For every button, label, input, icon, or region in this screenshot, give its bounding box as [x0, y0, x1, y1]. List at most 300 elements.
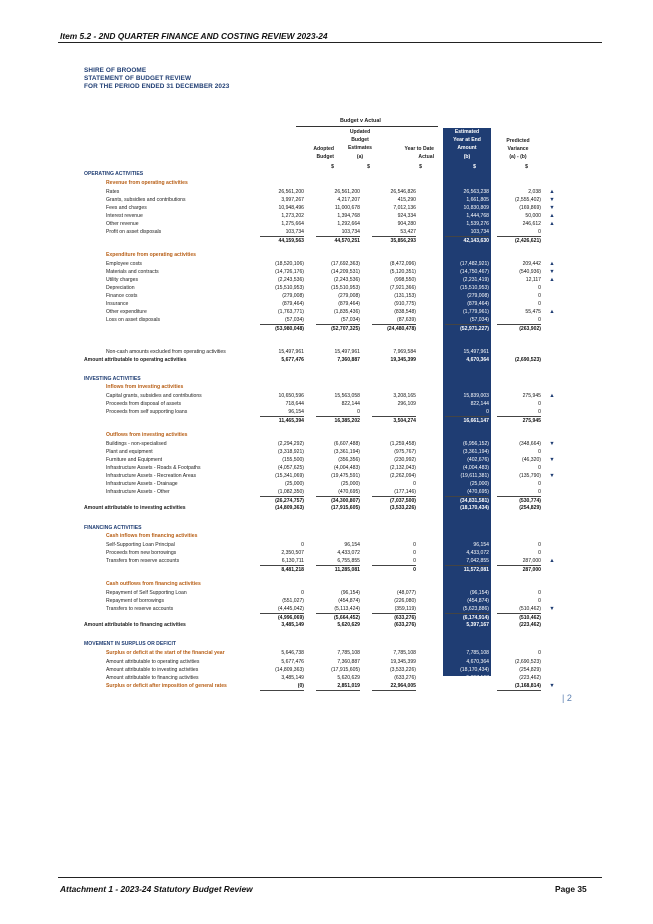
ytd-actual-cell: (177,146)	[394, 489, 416, 495]
updated-budget-cell: (57,034)	[341, 317, 360, 323]
estimated-year-end-cell: 96,154	[473, 542, 489, 548]
row-label: Repayment of borrowings	[106, 598, 165, 604]
predicted-variance-cell: (2,426,621)	[497, 236, 541, 245]
row-label: Repayment of Self Supporting Loan	[106, 590, 187, 596]
variance-up-arrow-icon: ▲	[549, 309, 555, 315]
row-label: Plant and equipment	[106, 449, 153, 455]
ytd-actual-cell: 0	[413, 550, 416, 556]
predicted-variance-cell: 275,945	[497, 416, 541, 425]
table-row	[0, 440, 653, 448]
adopted-budget-cell: (15,341,069)	[275, 473, 304, 479]
subtotal-row	[0, 496, 653, 504]
adopted-budget-cell: 3,997,267	[281, 197, 304, 203]
row-label: Surplus or deficit at the start of the financial year	[106, 650, 225, 656]
predicted-variance-cell: (2,690,523)	[514, 357, 541, 363]
predicted-variance-cell: (2,690,523)	[514, 659, 541, 665]
adopted-budget-cell: 3,485,149	[281, 622, 304, 628]
header-divider	[58, 42, 602, 43]
ytd-actual-cell: 904,280	[397, 221, 416, 227]
ytd-actual-cell: 0	[372, 565, 416, 574]
currency-ytd: $	[419, 164, 422, 170]
subsection-heading-row	[0, 251, 653, 259]
updated-budget-cell: 44,570,251	[316, 236, 360, 245]
predicted-variance-cell: (254,829)	[519, 505, 541, 511]
estimated-year-end-cell: (2,231,419)	[462, 277, 489, 283]
row-label: Cash inflows from financing activities	[106, 533, 198, 539]
row-label: Amount attributable to financing activities	[106, 675, 199, 681]
table-row	[0, 212, 653, 220]
predicted-variance-cell: 0	[538, 650, 541, 656]
updated-budget-cell: 16,385,202	[316, 416, 360, 425]
estimated-year-end-cell: (1,779,961)	[462, 309, 489, 315]
table-row	[0, 268, 653, 276]
statement-title-line3: FOR THE PERIOD ENDED 31 DECEMBER 2023	[84, 83, 230, 90]
adopted-budget-cell: 5,646,738	[281, 650, 304, 656]
adopted-budget-cell: (14,809,363)	[275, 667, 304, 673]
updated-budget-cell: 96,154	[344, 542, 360, 548]
ytd-actual-cell: (998,550)	[394, 277, 416, 283]
row-label: Furniture and Equipment	[106, 457, 163, 463]
updated-budget-cell: (3,361,194)	[333, 449, 360, 455]
row-label: Materials and contracts	[106, 269, 159, 275]
adopted-budget-cell: (14,809,363)	[275, 505, 304, 511]
estimated-year-end-cell: (18,170,434)	[460, 505, 489, 511]
adopted-budget-cell: 6,130,711	[281, 558, 304, 564]
table-row	[0, 504, 653, 512]
estimated-year-end-cell: 7,042,855	[466, 558, 489, 564]
updated-budget-cell: (879,464)	[338, 301, 360, 307]
predicted-variance-cell: 0	[538, 449, 541, 455]
predicted-variance-cell: 287,000	[522, 558, 541, 564]
subtotal-row	[0, 324, 653, 332]
ytd-actual-cell: 415,290	[397, 197, 416, 203]
adopted-budget-cell: 103,734	[285, 229, 304, 235]
section-heading-row	[0, 640, 653, 648]
ytd-actual-cell: (230,992)	[394, 457, 416, 463]
estimated-year-end-cell: (6,174,914)	[445, 613, 489, 622]
updated-budget-cell: 7,360,887	[337, 357, 360, 363]
adopted-budget-cell: (4,996,069)	[260, 613, 304, 622]
predicted-variance-cell: (510,462)	[519, 606, 541, 612]
variance-down-arrow-icon: ▼	[549, 441, 555, 447]
updated-budget-cell: (15,510,953)	[331, 285, 360, 291]
row-label: Profit on asset disposals	[106, 229, 162, 235]
adopted-budget-cell: (1,763,771)	[277, 309, 304, 315]
variance-up-arrow-icon: ▲	[549, 277, 555, 283]
row-label: Finance costs	[106, 293, 138, 299]
ytd-actual-cell: (1,259,458)	[389, 441, 416, 447]
ytd-actual-cell: 7,012,136	[393, 205, 416, 211]
updated-budget-cell: (14,209,531)	[331, 269, 360, 275]
estimated-year-end-cell: 1,444,768	[466, 213, 489, 219]
row-label: Infrastructure Assets - Recreation Areas	[106, 473, 197, 479]
ytd-actual-cell: 26,546,826	[390, 189, 416, 195]
ytd-actual-cell: (131,153)	[394, 293, 416, 299]
table-row	[0, 682, 653, 690]
ytd-actual-cell: 19,345,399	[390, 659, 416, 665]
estimated-year-end-cell: (18,170,434)	[460, 667, 489, 673]
predicted-variance-cell: 55,475	[525, 309, 541, 315]
table-row	[0, 348, 653, 356]
row-label: Infrastructure Assets - Other	[106, 489, 170, 495]
estimated-year-end-cell: 5,397,167	[466, 622, 489, 628]
table-row	[0, 674, 653, 682]
predicted-variance-cell: (223,462)	[519, 622, 541, 628]
adopted-budget-cell: 1,275,664	[281, 221, 304, 227]
adopted-budget-cell: 15,497,961	[278, 349, 304, 355]
updated-budget-cell: 103,734	[341, 229, 360, 235]
ytd-actual-cell: (910,775)	[394, 301, 416, 307]
footer-page-number: Page 35	[555, 884, 587, 894]
row-label: Amount attributable to operating activities	[106, 659, 200, 665]
adopted-budget-cell: (551,027)	[282, 598, 304, 604]
ytd-actual-cell: 7,785,108	[393, 650, 416, 656]
predicted-variance-cell: 12,117	[525, 277, 541, 283]
estimated-year-end-cell: 1,539,276	[466, 221, 489, 227]
estimated-year-end-cell: (15,510,953)	[460, 285, 489, 291]
row-label: Transfers to reserve accounts	[106, 606, 174, 612]
estimated-year-end-cell: 15,497,961	[463, 349, 489, 355]
row-label: Other revenue	[106, 221, 139, 227]
predicted-variance-cell: 275,945	[522, 393, 541, 399]
table-row	[0, 204, 653, 212]
subsection-heading-row	[0, 383, 653, 391]
section-heading-row	[0, 524, 653, 532]
col-header-ytd: Year to Date Actual	[404, 146, 434, 161]
estimated-year-end-cell: 4,670,364	[466, 357, 489, 363]
predicted-variance-cell: (254,829)	[519, 667, 541, 673]
adopted-budget-cell: (0)	[260, 682, 304, 691]
section-heading-row	[0, 170, 653, 178]
predicted-variance-cell: (135,790)	[519, 473, 541, 479]
adopted-budget-cell: 3,485,149	[281, 675, 304, 681]
estimated-year-end-cell: (96,154)	[470, 590, 489, 596]
table-row	[0, 284, 653, 292]
row-label: Proceeds from self supporting loans	[106, 409, 188, 415]
ytd-actual-cell: 0	[413, 481, 416, 487]
adopted-budget-cell: 2,350,507	[281, 550, 304, 556]
updated-budget-cell: 6,755,855	[337, 558, 360, 564]
adopted-budget-cell: (14,726,176)	[275, 269, 304, 275]
table-row	[0, 196, 653, 204]
row-label: Non-cash amounts excluded from operating activities	[106, 349, 226, 355]
predicted-variance-cell: 0	[538, 301, 541, 307]
table-row	[0, 228, 653, 236]
ytd-actual-cell: 35,856,293	[372, 236, 416, 245]
updated-budget-cell: (19,475,591)	[331, 473, 360, 479]
estimated-year-end-cell: (19,611,381)	[460, 473, 489, 479]
row-label: Self-Supporting Loan Principal	[106, 542, 175, 548]
estimated-year-end-cell: 0	[486, 409, 489, 415]
row-label: Expenditure from operating activities	[106, 252, 197, 258]
adopted-budget-cell: 0	[301, 542, 304, 548]
adopted-budget-cell: (3,318,921)	[277, 449, 304, 455]
estimated-year-end-cell: 10,830,809	[463, 205, 489, 211]
estimated-year-end-cell: 11,572,081	[445, 565, 489, 574]
predicted-variance-cell: 0	[538, 409, 541, 415]
table-row	[0, 472, 653, 480]
ytd-actual-cell: 53,427	[400, 229, 416, 235]
predicted-variance-cell: 0	[538, 293, 541, 299]
adopted-budget-cell: (1,082,350)	[277, 489, 304, 495]
updated-budget-cell: 11,000,678	[334, 205, 360, 211]
ytd-actual-cell: (5,120,351)	[389, 269, 416, 275]
estimated-year-end-cell: 4,670,364	[466, 659, 489, 665]
ytd-actual-cell: (87,639)	[397, 317, 416, 323]
col-header-updated: Updated Budget Estimates (a)	[347, 129, 373, 160]
table-row	[0, 649, 653, 657]
adopted-budget-cell: (25,000)	[285, 481, 304, 487]
estimated-year-end-cell: (4,004,483)	[462, 465, 489, 471]
table-row	[0, 549, 653, 557]
updated-budget-cell: (52,707,325)	[316, 324, 360, 333]
updated-budget-cell: (5,664,452)	[316, 613, 360, 622]
table-row	[0, 464, 653, 472]
estimated-year-end-cell: 103,734	[470, 229, 489, 235]
ytd-actual-cell: (7,037,500)	[372, 496, 416, 505]
subsection-heading-row	[0, 179, 653, 187]
updated-budget-cell: 5,620,629	[337, 675, 360, 681]
ytd-actual-cell: (633,276)	[394, 675, 416, 681]
adopted-budget-cell: 718,644	[285, 401, 304, 407]
predicted-variance-cell: 287,000	[497, 565, 541, 574]
table-row	[0, 300, 653, 308]
subsection-heading-row	[0, 532, 653, 540]
adopted-budget-cell: 5,677,476	[281, 357, 304, 363]
adopted-budget-cell: 10,948,496	[278, 205, 304, 211]
adopted-budget-cell: (57,034)	[285, 317, 304, 323]
variance-down-arrow-icon: ▼	[549, 606, 555, 612]
footer-attachment-label: Attachment 1 - 2023-24 Statutory Budget Review	[60, 884, 253, 894]
row-label: INVESTING ACTIVITIES	[84, 376, 141, 382]
ytd-actual-cell: 296,109	[397, 401, 416, 407]
row-label: Amount attributable to investing activities	[84, 505, 186, 511]
adopted-budget-cell: (155,500)	[282, 457, 304, 463]
row-label: Amount attributable to operating activities	[84, 357, 187, 363]
table-row	[0, 408, 653, 416]
estimated-year-end-cell: 5,397,167	[466, 675, 489, 681]
updated-budget-cell: (2,243,536)	[333, 277, 360, 283]
variance-down-arrow-icon: ▼	[549, 205, 555, 211]
ytd-actual-cell: (2,262,094)	[389, 473, 416, 479]
row-label: Utility charges	[106, 277, 138, 283]
table-row	[0, 480, 653, 488]
updated-budget-cell: (4,004,483)	[333, 465, 360, 471]
predicted-variance-cell: (348,664)	[519, 441, 541, 447]
variance-up-arrow-icon: ▲	[549, 221, 555, 227]
col-header-estimated: Estimated Year at End Amount (b)	[453, 129, 481, 160]
row-label: Depreciation	[106, 285, 135, 291]
updated-budget-cell: 11,285,081	[316, 565, 360, 574]
predicted-variance-cell: 0	[538, 590, 541, 596]
ytd-actual-cell: (838,548)	[394, 309, 416, 315]
updated-budget-cell: 822,144	[341, 401, 360, 407]
updated-budget-cell: (34,300,807)	[316, 496, 360, 505]
row-label: FINANCING ACTIVITIES	[84, 525, 142, 531]
row-label: Amount attributable to financing activities	[84, 622, 186, 628]
table-row	[0, 456, 653, 464]
adopted-budget-cell: (279,008)	[282, 293, 304, 299]
statement-title-line1: SHIRE OF BROOME	[84, 67, 147, 74]
ytd-actual-cell: (3,533,226)	[389, 667, 416, 673]
table-row	[0, 621, 653, 629]
adopted-budget-cell: 96,154	[288, 409, 304, 415]
ytd-actual-cell: 3,208,165	[393, 393, 416, 399]
col-header-adopted: Adopted Budget	[313, 146, 334, 161]
updated-budget-cell: 15,497,961	[334, 349, 360, 355]
estimated-year-end-cell: 15,839,003	[463, 393, 489, 399]
predicted-variance-cell: 0	[538, 229, 541, 235]
row-label: Other expenditure	[106, 309, 147, 315]
estimated-year-end-cell: (17,482,921)	[460, 261, 489, 267]
estimated-year-end-cell: 7,785,108	[466, 650, 489, 656]
estimated-year-end-cell: 26,563,238	[463, 189, 489, 195]
predicted-variance-cell: 0	[538, 317, 541, 323]
budget-vs-actual-heading: Budget v Actual	[340, 118, 381, 124]
predicted-variance-cell: 0	[538, 550, 541, 556]
variance-up-arrow-icon: ▲	[549, 189, 555, 195]
updated-budget-cell: (17,915,605)	[331, 505, 360, 511]
updated-budget-cell: 7,785,108	[337, 650, 360, 656]
updated-budget-cell: (96,154)	[341, 590, 360, 596]
variance-up-arrow-icon: ▲	[549, 261, 555, 267]
variance-up-arrow-icon: ▲	[549, 213, 555, 219]
currency-estimated: $	[473, 164, 476, 170]
estimated-year-end-cell: (25,000)	[470, 481, 489, 487]
predicted-variance-cell: (223,462)	[519, 675, 541, 681]
row-label: Surplus or deficit after imposition of general rates	[106, 683, 227, 689]
row-label: OPERATING ACTIVITIES	[84, 171, 144, 177]
estimated-year-end-cell: 822,144	[470, 401, 489, 407]
variance-down-arrow-icon: ▼	[549, 457, 555, 463]
page-header-title: Item 5.2 - 2ND QUARTER FINANCE AND COSTING REVIEW 2023-24	[60, 31, 328, 41]
ytd-actual-cell: 924,334	[397, 213, 416, 219]
table-row	[0, 597, 653, 605]
predicted-variance-cell: 50,000	[525, 213, 541, 219]
row-label: Employee costs	[106, 261, 142, 267]
table-row	[0, 541, 653, 549]
row-label: Inflows from investing activities	[106, 384, 184, 390]
predicted-variance-cell: 0	[538, 465, 541, 471]
row-label: Buildings - non-specialised	[106, 441, 167, 447]
table-row	[0, 448, 653, 456]
predicted-variance-cell: 209,442	[522, 261, 541, 267]
ytd-actual-cell: (48,077)	[397, 590, 416, 596]
table-row	[0, 589, 653, 597]
page-marker: | 2	[562, 693, 572, 703]
subtotal-row	[0, 565, 653, 573]
updated-budget-cell: (279,008)	[338, 293, 360, 299]
predicted-variance-cell: (530,774)	[497, 496, 541, 505]
ytd-actual-cell: (633,276)	[372, 613, 416, 622]
row-label: Loss on asset disposals	[106, 317, 161, 323]
updated-budget-cell: 5,620,629	[337, 622, 360, 628]
row-label: Infrastructure Assets - Drainage	[106, 481, 178, 487]
table-row	[0, 488, 653, 496]
row-label: Transfers from reserve accounts	[106, 558, 180, 564]
ytd-actual-cell: 22,964,005	[372, 682, 416, 691]
table-row	[0, 605, 653, 613]
ytd-actual-cell: 7,969,584	[393, 349, 416, 355]
statement-title-line2: STATEMENT OF BUDGET REVIEW	[84, 75, 192, 82]
estimated-year-end-cell: (470,695)	[467, 489, 489, 495]
ytd-actual-cell: 19,345,399	[390, 357, 416, 363]
estimated-year-end-cell: (3,361,194)	[462, 449, 489, 455]
adopted-budget-cell: (4,445,042)	[277, 606, 304, 612]
updated-budget-cell: 1,292,664	[337, 221, 360, 227]
row-label: Cash outflows from financing activities	[106, 581, 201, 587]
subtotal-row	[0, 416, 653, 424]
predicted-variance-cell: 0	[538, 542, 541, 548]
predicted-variance-cell: (169,869)	[519, 205, 541, 211]
table-row	[0, 292, 653, 300]
adopted-budget-cell: (2,243,536)	[277, 277, 304, 283]
table-row	[0, 666, 653, 674]
updated-budget-cell: (6,607,488)	[333, 441, 360, 447]
updated-budget-cell: (470,695)	[338, 489, 360, 495]
predicted-variance-cell: 0	[538, 598, 541, 604]
adopted-budget-cell: 10,650,596	[278, 393, 304, 399]
estimated-year-end-cell: (57,034)	[470, 317, 489, 323]
predicted-variance-cell: (3,168,814)	[497, 682, 541, 691]
table-row	[0, 557, 653, 565]
adopted-budget-cell: 5,677,476	[281, 659, 304, 665]
ytd-actual-cell: (359,119)	[394, 606, 416, 612]
updated-budget-cell: 0	[357, 409, 360, 415]
subsection-heading-row	[0, 431, 653, 439]
adopted-budget-cell: (879,464)	[282, 301, 304, 307]
estimated-year-end-cell: 42,143,630	[445, 236, 489, 245]
table-row	[0, 392, 653, 400]
updated-budget-cell: (454,874)	[338, 598, 360, 604]
ytd-actual-cell: (8,472,096)	[389, 261, 416, 267]
estimated-year-end-cell: (52,971,227)	[445, 324, 489, 333]
updated-budget-cell: (1,835,436)	[333, 309, 360, 315]
ytd-actual-cell: 0	[413, 542, 416, 548]
adopted-budget-cell: (2,294,292)	[277, 441, 304, 447]
updated-budget-cell: (17,915,605)	[331, 667, 360, 673]
currency-adopted: $	[331, 164, 334, 170]
updated-budget-cell: (5,113,424)	[334, 606, 360, 612]
row-label: Interest revenue	[106, 213, 143, 219]
row-label: Amount attributable to investing activities	[106, 667, 199, 673]
estimated-year-end-cell: (402,676)	[467, 457, 489, 463]
estimated-year-end-cell: (317,795)	[467, 683, 489, 689]
updated-budget-cell: (17,692,363)	[331, 261, 360, 267]
variance-up-arrow-icon: ▲	[549, 393, 555, 399]
ytd-actual-cell: (7,921,366)	[389, 285, 416, 291]
predicted-variance-cell: (46,320)	[522, 457, 541, 463]
ytd-actual-cell: (633,276)	[394, 622, 416, 628]
budget-vs-actual-rule	[296, 126, 438, 127]
ytd-actual-cell: 0	[413, 558, 416, 564]
col-header-variance: Predicted Variance (a) - (b)	[506, 138, 530, 161]
ytd-actual-cell: (3,533,226)	[389, 505, 416, 511]
adopted-budget-cell: 0	[301, 590, 304, 596]
table-row	[0, 260, 653, 268]
updated-budget-cell: 26,561,200	[334, 189, 360, 195]
adopted-budget-cell: 11,465,394	[260, 416, 304, 425]
table-row	[0, 356, 653, 364]
row-label: Grants, subsidies and contributions	[106, 197, 186, 203]
adopted-budget-cell: 1,273,202	[281, 213, 304, 219]
row-label: Outflows from investing activities	[106, 432, 188, 438]
row-label: Proceeds from new borrowings	[106, 550, 177, 556]
variance-down-arrow-icon: ▼	[549, 269, 555, 275]
table-row	[0, 316, 653, 324]
table-row	[0, 400, 653, 408]
table-row	[0, 220, 653, 228]
